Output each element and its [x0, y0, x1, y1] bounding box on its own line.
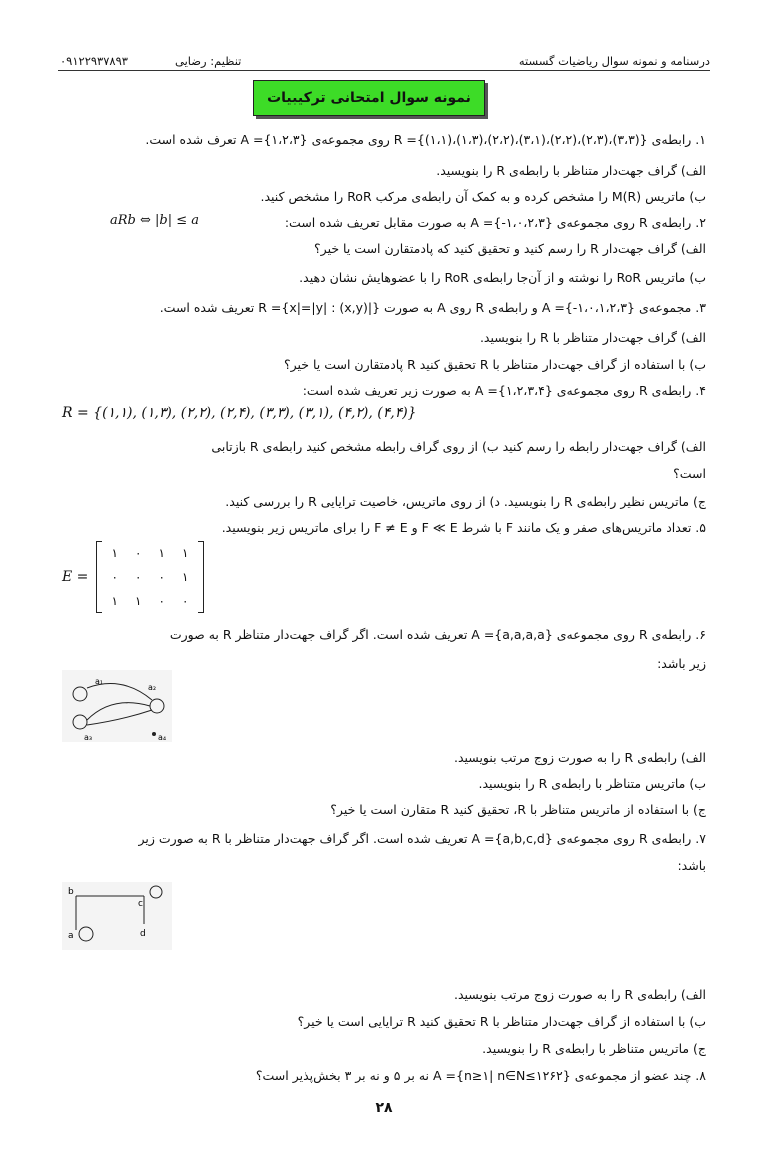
text-line: ۱. رابطه‌ی {(۳،۳)،(۲،۳)،(۲،۲)،(۳،۱)،(۲،۲)،(۱،۳)،(۱،۱)}= R روی مجموعه‌ی {۱،۲،۳}= A تعرف شده است.	[145, 132, 706, 147]
text-line: است؟	[673, 466, 706, 481]
relation-q2: aRb ⇔ |b| ≤ a	[110, 213, 200, 228]
matrix-cell: ۰	[111, 570, 118, 584]
matrix-cell: ۰	[135, 546, 142, 560]
matrix-cell: ۱	[182, 546, 189, 560]
graph6-label: a₃	[84, 733, 93, 742]
graph6-node-a4	[152, 732, 156, 736]
text-line: ب) با استفاده از گراف جهت‌دار متناظر با R تحقیق کنید R پادمتقارن است یا خیر؟	[283, 357, 706, 372]
graph-q6	[62, 670, 172, 742]
section-banner: نمونه سوال امتحانی ترکیبیات	[253, 80, 485, 116]
matrix-cell: ۰	[158, 570, 165, 584]
graph7-label: c	[138, 899, 143, 909]
text-line: ۳. مجموعه‌ی {۱،۰،۱،۲،۳-}= A و رابطه‌ی R روی A به صورت {|x|=|y| : (x,y)}= R تعریف شده است.	[159, 300, 706, 315]
text-line: ب) ماتریس (M(R را مشخص کرده و به کمک آن رابطه‌ی مرکب RoR را مشخص کنید.	[260, 189, 706, 204]
text-line: الف) گراف جهت‌دار متناظر با رابطه‌ی R را بنویسید.	[436, 163, 706, 178]
text-line: ۶. رابطه‌ی R روی مجموعه‌ی {a,a,a,a}= A تعریف شده است. اگر گراف جهت‌دار متناظر R به صورت	[169, 627, 706, 642]
matrix-row	[97, 589, 203, 613]
matrix-cell: ۱	[135, 594, 142, 608]
text-line: الف) رابطه‌ی R را به صورت زوج مرتب بنویسید.	[453, 987, 706, 1002]
relation-q4: R = {(۱,۱), (۱,۳), (۲,۲), (۲,۴), (۳,۳), (۳,۱), (۴,۲), (۴,۴)}	[62, 405, 417, 421]
matrix-cell: ۱	[111, 594, 118, 608]
matrix-cell: ۰	[135, 570, 142, 584]
text-line: ۵. تعداد ماتریس‌های صفر و یک مانند F با شرط F ≪ E و F ≠ E را برای ماتریس زیر بنویسید.	[221, 520, 706, 535]
text-line: الف) گراف جهت‌دار R را رسم کنید و تحقیق کنید که پادمتقارن است یا خیر؟	[314, 241, 706, 256]
text-line: ۴. رابطه‌ی R روی مجموعه‌ی {۱،۲،۳،۴}= A به صورت زیر تعریف شده است:	[302, 383, 706, 398]
matrix-grid	[96, 541, 204, 613]
text-line: الف) گراف جهت‌دار رابطه را رسم کنید ب) از روی گراف رابطه مشخص کنید رابطه‌ی R بازتابی	[211, 439, 706, 454]
matrix-e	[62, 541, 212, 615]
matrix-row	[97, 541, 203, 565]
header-phone: ۰۹۱۲۲۹۳۷۸۹۳	[60, 54, 128, 68]
text-line: ب) ماتریس متناظر با رابطه‌ی R را بنویسید.	[478, 776, 706, 791]
matrix-cell: ۰	[182, 594, 189, 608]
text-line: الف) گراف جهت‌دار متناظر با R را بنویسید.	[479, 330, 706, 345]
graph6-label: a₂	[148, 683, 157, 692]
page-number: ۲۸	[375, 1100, 393, 1116]
graph7-label: d	[140, 929, 146, 939]
text-line: ۷. رابطه‌ی R روی مجموعه‌ی {a,b,c,d}= A تعریف شده است. اگر گراف جهت‌دار متناظر با R به صورت زیر	[138, 831, 706, 846]
graph7-label: a	[68, 931, 74, 941]
graph7-label: b	[68, 887, 74, 897]
graph-q7	[62, 882, 172, 950]
header-author: تنظیم: رضایی	[175, 54, 242, 68]
text-line: زیر باشد:	[657, 656, 706, 671]
header-title: درسنامه و نمونه سوال ریاضیات گسسته	[518, 54, 710, 68]
text-line: ج) با استفاده از ماتریس متناظر با R، تحقیق کنید R متقارن است یا خیر؟	[330, 802, 706, 817]
matrix-cell: ۱	[182, 570, 189, 584]
text-line: باشد:	[677, 858, 706, 873]
graph6-label: a₄	[158, 733, 167, 742]
matrix-cell: ۰	[158, 594, 165, 608]
matrix-cell: ۱	[111, 546, 118, 560]
text-line: ج) ماتریس متناظر با رابطه‌ی R را بنویسید.	[482, 1041, 706, 1056]
matrix-cell: ۱	[158, 546, 165, 560]
text-line: ۲. رابطه‌ی R روی مجموعه‌ی {۱،۰،۲،۳-}= A به صورت مقابل تعریف شده است:	[284, 215, 706, 230]
header-divider	[58, 70, 710, 71]
matrix-label: E =	[62, 569, 89, 585]
text-line: ب) با استفاده از گراف جهت‌دار متناظر با R تحقیق کنید R ترایایی است یا خیر؟	[297, 1014, 706, 1029]
text-line: ج) ماتریس نظیر رابطه‌ی R را بنویسید. د) از روی ماتریس، خاصیت ترایایی R را بررسی کنید.	[225, 494, 706, 509]
matrix-row	[97, 565, 203, 589]
page-header	[60, 50, 710, 72]
text-line: ب) ماتریس RoR را نوشته و از آن‌جا رابطه‌ی RoR را با عضوهایش نشان دهید.	[299, 270, 706, 285]
text-line: ۸. چند عضو از مجموعه‌ی {۱۲۶۲≥n≥۱| n∈N}= A نه بر ۵ و نه بر ۳ بخش‌پذیر است؟	[255, 1068, 706, 1083]
graph6-label: a₁	[95, 677, 104, 686]
text-line: الف) رابطه‌ی R را به صورت زوج مرتب بنویسید.	[453, 750, 706, 765]
